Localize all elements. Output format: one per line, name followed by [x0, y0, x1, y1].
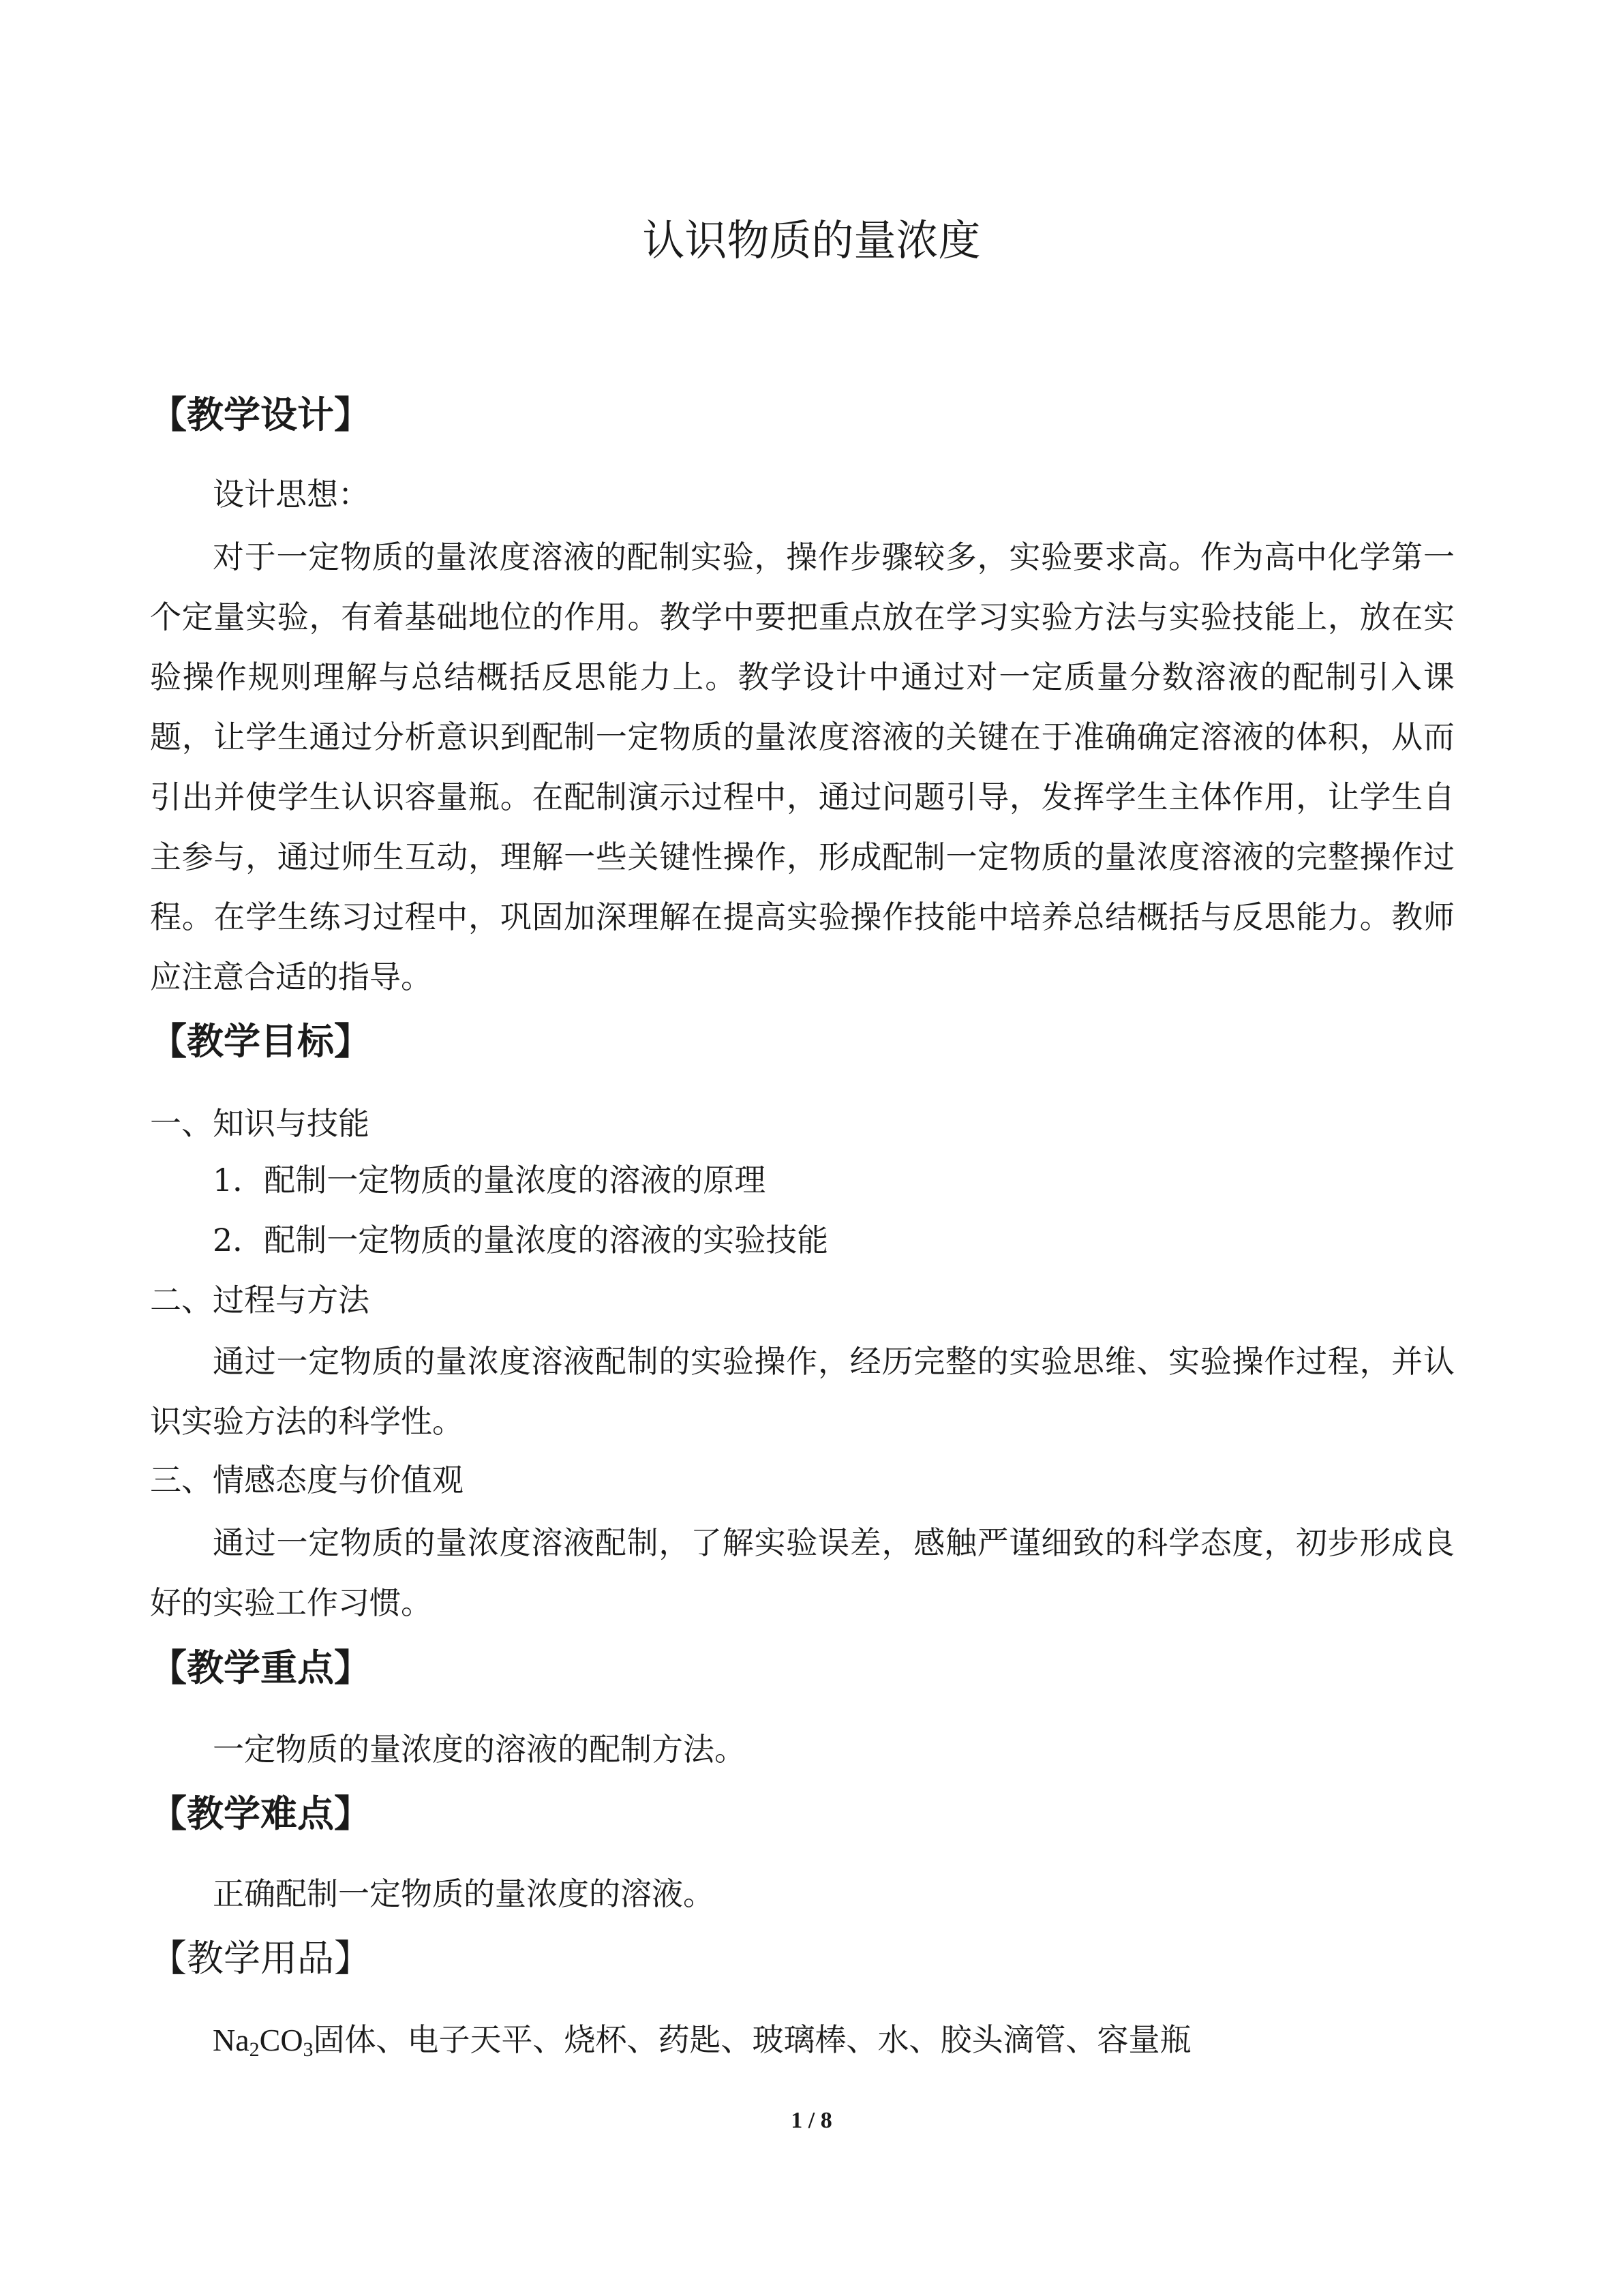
section-heading-difficulty: 【教学难点】: [150, 1792, 371, 1835]
section-heading-goals: 【教学目标】: [150, 1019, 371, 1063]
materials-text: [213, 2016, 1192, 2064]
materials-list: 固体、电子天平、烧杯、药匙、玻璃棒、水、胶头滴管、容量瓶: [313, 2021, 1192, 2058]
goals-attitude-text: 通过一定物质的量浓度溶液配制，了解实验误差，感触严谨细致的科学态度，初步形成良好的实验工作习惯。: [150, 1524, 1455, 1621]
formula-sub-3: 3: [303, 2038, 314, 2061]
design-intro: 设计思想：: [213, 476, 369, 513]
section-heading-key-point: 【教学重点】: [150, 1646, 371, 1689]
goals-knowledge-label: 一、知识与技能: [150, 1105, 369, 1142]
difficulty-text: 正确配制一定物质的量浓度的溶液。: [213, 1875, 714, 1912]
goals-process-text: 通过一定物质的量浓度溶液配制的实验操作，经历完整的实验思维、实验操作过程，并认识实验方法的科学性。: [150, 1343, 1455, 1440]
formula-na: Na: [213, 2023, 249, 2057]
page-title: 认识物质的量浓度: [642, 215, 981, 265]
goals-process-label: 二、过程与方法: [150, 1282, 369, 1318]
formula-sub-2: 2: [249, 2038, 260, 2061]
formula-co: CO: [259, 2023, 303, 2057]
goals-knowledge-item-1: 1．配制一定物质的量浓度的溶液的原理: [213, 1162, 766, 1198]
key-point-text: 一定物质的量浓度的溶液的配制方法。: [213, 1731, 746, 1768]
section-heading-design: 【教学设计】: [150, 393, 371, 436]
goals-knowledge-item-2: 2．配制一定物质的量浓度的溶液的实验技能: [213, 1222, 829, 1258]
goals-attitude-label: 三、情感态度与价值观: [150, 1462, 464, 1498]
design-paragraph: 对于一定物质的量浓度溶液的配制实验，操作步骤较多，实验要求高。作为高中化学第一个定量实验，有着基础地位的作用。教学中要把重点放在学习实验方法与实验技能上，放在实验操作规则理解与总结概括反思能力上。教学设计中通过对一定质量分数溶液的配制引入课题，让学生通过分析意识到配制一定物质的量浓度溶液的关键在于准确确定溶液的体积，从而引出并使学生认识容量瓶。在配制演示过程中，通过问题引导，发挥学生主体作用，让学生自主参与，通过师生互动，理解一些关键性操作，形成配制一定物质的量浓度溶液的完整操作过程。在学生练习过程中，巩固加深理解在提高实验操作技能中培养总结概括与反思能力。教师应注意合适的指导。: [150, 539, 1455, 995]
section-heading-materials: 【教学用品】: [150, 1937, 371, 1980]
page-number: 1 / 8: [791, 2108, 832, 2133]
